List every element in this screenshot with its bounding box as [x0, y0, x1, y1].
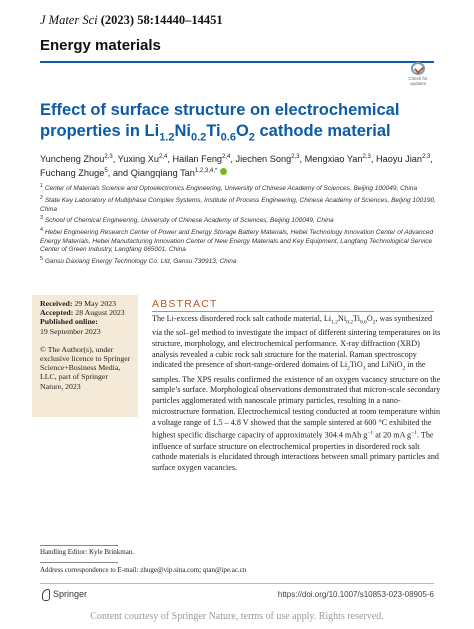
author: Jiechen Song [235, 154, 292, 165]
author: Yuncheng Zhou [40, 154, 105, 165]
affiliations [40, 182, 440, 267]
author: Yuxing Xu [117, 154, 160, 165]
correspondence-note[interactable]: Address correspondence to E-mail: zhuge@vip.sina.com; qtan@ipe.ac.cn [40, 566, 247, 574]
note-divider [40, 562, 118, 563]
courtesy-notice: Content courtesy of Springer Nature, terms of use apply. Rights reserved. [90, 611, 384, 622]
received-date: Received: 29 May 2023 [40, 299, 117, 308]
check-updates-icon [411, 62, 425, 75]
published-label: Published online: [40, 317, 98, 327]
accepted-date: Accepted: 28 August 2023 [40, 308, 125, 318]
author: Fuchang Zhuge [40, 167, 105, 178]
note-divider [40, 545, 118, 546]
author: Hailan Feng [172, 154, 223, 165]
affiliation: $^2$ State Key Laboratory of Multiphase Complex Systems, Institute of Process Engineering, Chinese Academy of Sciences, Beijing 100190, China [40, 194, 436, 213]
author: Haoyu Jian [375, 154, 422, 165]
article-history-box [32, 295, 138, 417]
springer-horse-icon [40, 588, 50, 600]
abstract-divider [152, 311, 434, 312]
handling-editor-note: Handling Editor: Kyle Brinkman. [40, 548, 135, 556]
check-for-updates-badge[interactable] [404, 62, 432, 86]
publisher-name: Springer [53, 589, 88, 599]
footer-divider [40, 583, 434, 584]
doi-link[interactable]: https://doi.org/10.1007/s10853-023-08905-6 [277, 590, 434, 599]
section-bar [40, 37, 434, 63]
check-updates-text: Check for updates [408, 76, 428, 86]
journal-citation [40, 13, 223, 28]
author-list: Yuncheng Zhou$^{2,3}$, Yuxing Xu$^{2,4}$, Hailan Feng$^{2,4}$, Jiechen Song$^{2,3}$, Mengxiao Yan$^{2,3}$, Haoyu Jian$^{2,3}$, Fuchang Zhuge$^5$, and Qiangqiang Tan$^{1,2,3,4,*}$ [40, 154, 433, 178]
author: and Qiangqiang Tan [112, 167, 195, 178]
affiliation: $^4$ Hebei Engineering Research Center of Power and Energy Storage Battery Materials, Hebei Technology Innovation Center of Advanced Energy Materials, Hebei Manufacturing Innovation Center of New Energy Materials and Key Equipment, Langfang Technological Service Center of Green Industry, Langfang 065001, China [40, 226, 434, 254]
springer-logo[interactable] [40, 588, 87, 600]
affiliation: $^5$ Gansu Daxiang Energy Technology Co. Ltd, Gansu 730913, China [40, 255, 237, 265]
copyright-notice: © The Author(s), under exclusive licence to Springer Science+Business Media, LLC, part of Springer Nature, 2023 [40, 344, 131, 391]
orcid-icon[interactable] [220, 168, 227, 175]
affiliation: $^1$ Center of Materials Science and Optoelectronics Engineering, University of Chinese Academy of Sciences, Beijing 100049, China [40, 183, 418, 193]
author: Mengxiao Yan [304, 154, 363, 165]
citation-volume: (2023) 58:14440–14451 [100, 13, 223, 27]
affiliation: $^3$ School of Chemical Engineering, University of Chinese Academy of Sciences, Beijing 100049, China [40, 215, 334, 225]
abstract-heading: ABSTRACT [152, 298, 218, 310]
section-title: Energy materials [40, 37, 161, 54]
article-title: Effect of surface structure on electrochemical properties in $Li_{1.2}Ni_{0.2}Ti_{0.6}O_2$ cathode material [40, 101, 400, 144]
journal-name: J Mater Sci [40, 13, 98, 27]
abstract-body: The Li-excess disordered rock salt cathode material, $Li_{1.2}Ni_{0.2}Ti_{0.6}O_2$, was synthesized via the sol–gel method to investigate the impact of different sintering temperatures on its structure, morphology, and electrochemical performance. X-ray diffraction (XRD) analysis revealed a cubic rock salt structure for the material. Raman spectroscopy indicated the presence of short-range-ordered domains of $Li_2TiO_3$ and LiNiO$_2$ in the samples. The XPS results confirmed the existence of an oxygen vacancy structure on the sample’s surface. Morphological observations demonstrated that micron-scale secondary particles agglomerated with nanoscale primary particles, resulting in a nano-microstructure formation. Electrochemical testing conducted at room temperature within a voltage range of 1.5 – 4.8 V showed that the sample sintered at 600 °C exhibited the highest specific discharge capacity of approximately 304.4 mAh $g^{-1}$ at 20 mA $g^{-1}$. The influence of surface structure on electrochemical properties in disordered rock salt cathode materials is elucidated through interactions between small primary particles and surface oxygen vacancies. [152, 314, 441, 473]
published-date: 19 September 2023 [40, 326, 101, 336]
